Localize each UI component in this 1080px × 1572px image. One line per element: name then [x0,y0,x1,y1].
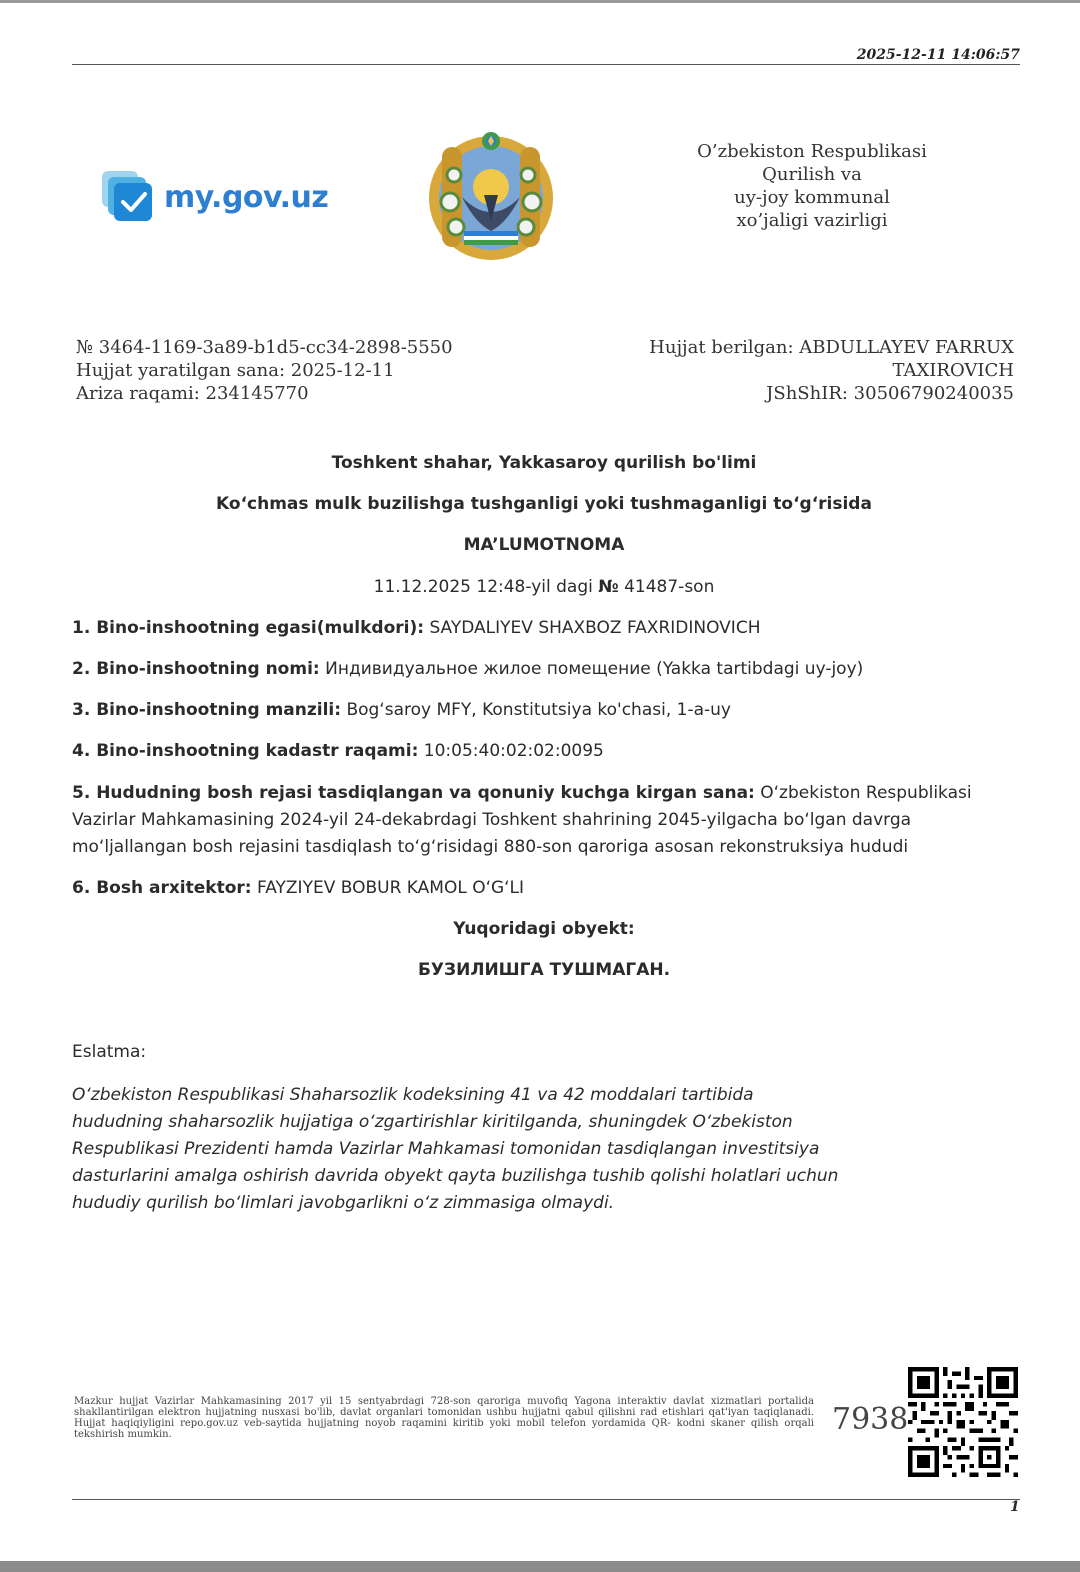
field-value: FAYZIYEV BOBUR KAMOL O‘G‘LI [251,878,525,898]
field-value: Bog‘saroy MFY, Konstitutsiya ko'chasi, 1-a-uy [341,700,731,720]
field-master-plan [72,780,1016,861]
number-sign: № [598,577,619,597]
field-value: SAYDALIYEV SHAXBOZ FAXRIDINOVICH [424,618,761,638]
field-label: 3. Bino-inshootning manzili: [72,700,342,720]
logo-text: my.gov.uz [164,179,329,215]
ministry-line: xo’jaligi vazirligi [736,210,888,231]
field-value: 10:05:40:02:02:0095 [418,741,604,761]
field-chief-architect [72,875,1016,902]
date-prefix: 11.12.2025 12:48-yil dagi [373,577,599,597]
qr-code-icon[interactable] [908,1367,1018,1477]
document-meta [76,336,453,405]
field-owner [72,615,1016,642]
subject-title: Ko‘chmas mulk buzilishga tushganligi yoki tushmaganligi to‘g‘risida [216,494,872,514]
top-border [0,0,1080,3]
field-address [72,697,1016,724]
issued-to-line: TAXIROVICH [892,360,1014,381]
mygov-check-icon [102,171,154,223]
ministry-line: Qurilish va [762,164,862,185]
field-value: Индивидуальное жилое помещение (Yakka tartibdagi uy-joy) [319,659,864,679]
department-title: Toshkent shahar, Yakkasaroy qurilish bo'limi [331,453,757,473]
note-label: Eslatma: [72,1042,147,1062]
legal-footer-text: Mazkur hujjat Vazirlar Mahkamasining 2017 yil 15 sentyabrdagi 728-son qaroriga muvofiq Yagona interaktiv davlat xizmatlari portalida shakllantirilgan elektron hujjatning nusxasi bo'lib, davlat organlari tomonidan ushbu hujjatni qabul qilishni rad etishlari qat'iyan taqiqlanadi. Hujjat haqiqiyligini repo.gov.uz veb-saytida hujjatning noyob raqamini kiritib yoki mobil telefon yordamida QR- kodni skaner qilish orqali tekshirish mumkin. [74,1396,814,1440]
ministry-line: uy-joy kommunal [734,187,890,208]
application-number: Ariza raqami: 234145770 [76,383,309,404]
field-value: O‘zbekiston Respublikasi Vazirlar Mahkamasining 2024-yil 24-dekabrdagi Toshkent shahrining 2045-yilgacha bo‘lgan davrga mo‘ljallangan bosh rejasini tasdiqlash to‘g‘risidagi 880-son qaroriga asosan rekonstruksiya hududi [72,783,972,857]
field-label: 6. Bosh arxitektor: [72,878,252,898]
document-created-date: Hujjat yaratilgan sana: 2025-12-11 [76,360,395,381]
conclusion-label: Yuqoridagi obyekt: [453,919,635,939]
print-timestamp: 2025-12-11 14:06:57 [856,47,1020,63]
field-label: 1. Bino-inshootning egasi(mulkdori): [72,618,425,638]
recipient-meta [649,336,1014,405]
state-emblem-icon [422,127,560,265]
footer-divider [72,1499,1020,1500]
ministry-name [660,140,964,232]
bottom-border [0,1561,1080,1572]
header-divider [72,64,1020,65]
field-building-name [72,656,1016,683]
field-label: 4. Bino-inshootning kadastr raqami: [72,741,419,761]
document-number: № 3464-1169-3a89-b1d5-cc34-2898-5550 [76,337,453,358]
document-date-line [72,577,1016,597]
verification-code: 7938 [832,1402,909,1437]
page-number: 1 [1010,1499,1020,1515]
jshshir: JShShIR: 30506790240035 [766,383,1014,404]
field-label: 5. Hududning bosh rejasi tasdiqlangan va qonuniy kuchga kirgan sana: [72,783,755,803]
date-suffix: 41487-son [618,577,715,597]
conclusion-status: БУЗИЛИШГА ТУШМАГАН. [417,960,671,980]
issued-to-line: Hujjat berilgan: ABDULLAYEV FARRUX [649,337,1014,358]
field-label: 2. Bino-inshootning nomi: [72,659,320,679]
field-cadastre [72,738,1016,765]
document-type-title: MA’LUMOTNOMA [463,535,625,555]
ministry-line: O’zbekiston Respublikasi [697,141,927,162]
mygov-logo[interactable] [102,171,328,223]
note-text: O‘zbekiston Respublikasi Shaharsozlik kodeksining 41 va 42 moddalari tartibida hududning shaharsozlik hujjatiga o‘zgartirishlar kiritilganda, shuningdek O‘zbekiston Respublikasi Prezidenti hamda Vazirlar Mahkamasi tomonidan tasdiqlangan investitsiya dasturlarini amalga oshirish davrida obyekt qayta buzilishga tushib qolishi holatlari uchun hududiy qurilish bo‘limlari javobgarlikni o‘z zimmasiga olmaydi. [72,1085,839,1213]
